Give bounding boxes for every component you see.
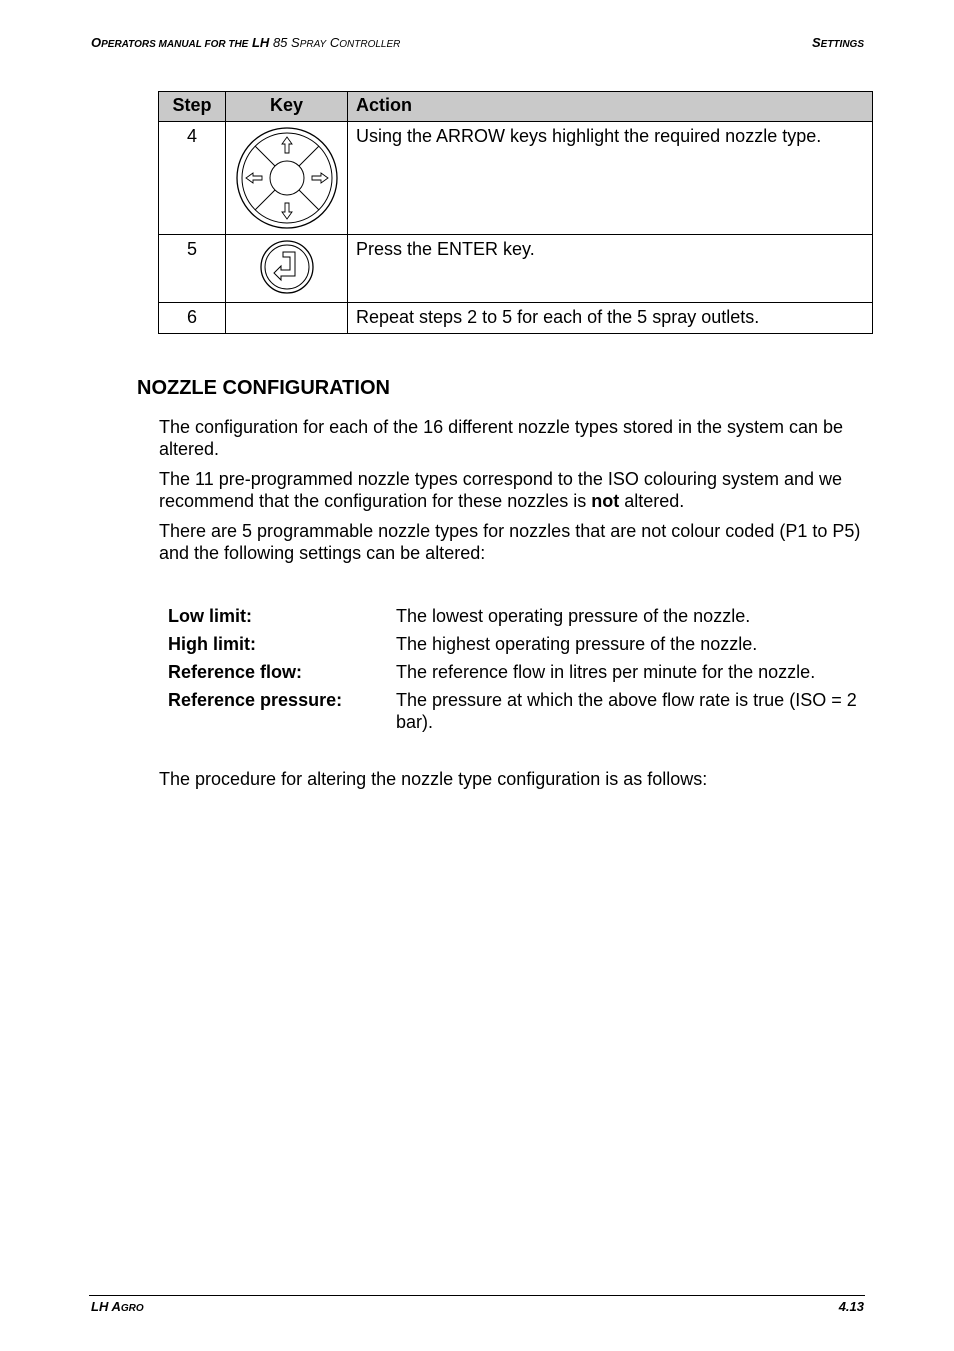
header-cap-1: O	[91, 35, 102, 50]
step-number: 6	[159, 303, 226, 334]
definition-description: The reference flow in litres per minute for the nozzle.	[396, 662, 816, 682]
definition-row	[168, 633, 868, 655]
page-header-section	[812, 35, 864, 50]
settings-definition-list	[168, 605, 868, 739]
table-row	[159, 303, 873, 334]
footer-brand: LH	[91, 1299, 109, 1314]
footer-small: GRO	[120, 1303, 144, 1314]
header-small-2: PRAY	[299, 39, 327, 50]
definition-term: High limit:	[168, 634, 256, 654]
footer-cap: A	[111, 1299, 121, 1314]
header-cap-2: S	[291, 35, 300, 50]
page-number: 4.13	[838, 1299, 864, 1314]
table-header-row	[159, 92, 873, 122]
paragraph: There are 5 programmable nozzle types for nozzles that are not colour coded (P1 to P5) and the following settings can be altered:	[159, 521, 861, 563]
key-cell	[226, 235, 348, 303]
paragraph-text: The 11 pre-programmed nozzle types correspond to the ISO colouring system and we recommend that the configuration for these nozzles is	[159, 469, 843, 511]
enter-key-icon	[259, 239, 315, 295]
table-row	[159, 122, 873, 235]
header-cap-3: C	[329, 35, 340, 50]
action-text: Press the ENTER key.	[348, 235, 873, 303]
action-text: Repeat steps 2 to 5 for each of the 5 spray outlets.	[348, 303, 873, 334]
key-cell	[226, 122, 348, 235]
column-header-action: Action	[348, 92, 873, 122]
emphasis-text: not	[591, 491, 620, 511]
header-right-cap: S	[811, 35, 821, 50]
column-header-key: Key	[226, 92, 348, 122]
footer-divider	[89, 1295, 865, 1296]
page-header-title	[91, 35, 400, 50]
header-right-small: ETTINGS	[820, 39, 864, 50]
definition-row	[168, 689, 868, 733]
definition-description: The highest operating pressure of the nozzle.	[396, 634, 758, 654]
paragraph-text: altered.	[619, 491, 685, 511]
paragraph: The configuration for each of the 16 different nozzle types stored in the system can be altered.	[159, 417, 844, 459]
table-row	[159, 235, 873, 303]
column-header-step: Step	[159, 92, 226, 122]
definition-row	[168, 605, 868, 627]
paragraph	[159, 468, 869, 512]
definition-term: Reference pressure:	[168, 690, 343, 710]
header-small-3: ONTROLLER	[339, 39, 401, 50]
action-text: Using the ARROW keys highlight the required nozzle type.	[348, 122, 873, 235]
definition-term: Reference flow:	[168, 662, 303, 682]
definition-term: Low limit:	[168, 606, 252, 626]
footer-company	[91, 1299, 144, 1314]
header-small-1: PERATORS MANUAL FOR THE	[101, 39, 249, 50]
definition-description: The pressure at which the above flow rate is true (ISO = 2 bar).	[396, 690, 857, 732]
header-model: 85	[272, 35, 288, 50]
section-title: NOZZLE CONFIGURATION	[137, 377, 390, 399]
key-cell	[226, 303, 348, 334]
steps-table	[158, 91, 873, 334]
arrow-keys-icon	[235, 126, 339, 230]
step-number: 5	[159, 235, 226, 303]
definition-description: The lowest operating pressure of the nozzle.	[396, 606, 751, 626]
step-number: 4	[159, 122, 226, 235]
paragraph: The procedure for altering the nozzle type configuration is as follows:	[159, 769, 708, 789]
definition-row	[168, 661, 868, 683]
header-brand: LH	[251, 35, 270, 50]
